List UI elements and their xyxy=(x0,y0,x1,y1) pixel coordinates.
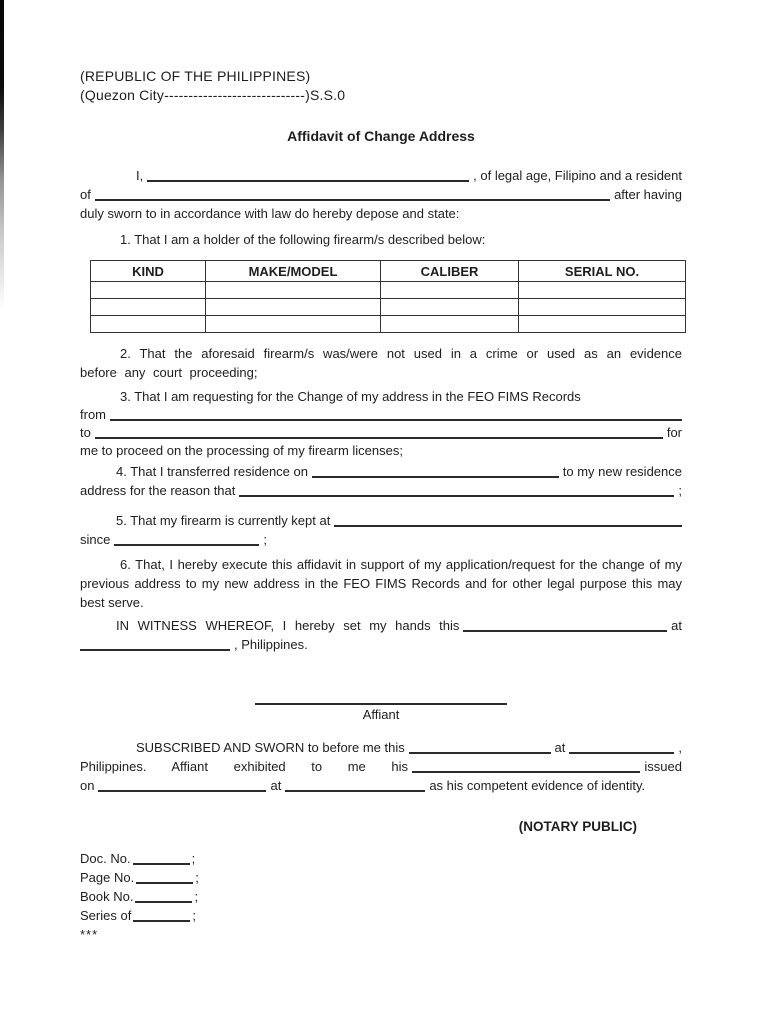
table-cell xyxy=(519,282,686,299)
doc-no-semicolon: ; xyxy=(191,851,196,866)
doc-no-line xyxy=(80,849,682,868)
jurat-place-blank xyxy=(569,738,674,754)
affiant-name-blank xyxy=(147,166,469,182)
clause-3-from-line xyxy=(80,406,682,424)
table-row xyxy=(91,282,686,299)
asterisks-mark: *** xyxy=(80,927,99,942)
affiant-address-blank xyxy=(95,185,610,201)
to-label: to xyxy=(80,425,91,440)
transfer-date-blank xyxy=(312,462,559,478)
firearms-table xyxy=(90,260,686,333)
clause-5 xyxy=(80,511,682,549)
column-header-serial-no: SERIAL NO. xyxy=(519,261,686,282)
book-no-semicolon: ; xyxy=(194,889,199,904)
header-city-ss: (Quezon City-----------------------------)S.S.0 xyxy=(80,87,346,103)
intro-line-2 xyxy=(80,185,682,204)
affiant-signature-block xyxy=(80,702,682,724)
table-cell xyxy=(91,316,206,333)
witness-paragraph xyxy=(80,616,682,654)
witness-part-2: , Philippines. xyxy=(234,637,308,652)
series-of-label: Series of xyxy=(80,908,132,923)
table-header-row xyxy=(91,261,686,282)
witness-date-blank xyxy=(463,616,667,632)
jurat-part-3: as his competent evidence of identity. xyxy=(429,778,646,793)
indent-spacer xyxy=(80,738,132,757)
intro-sworn-line: duly sworn to in accordance with law do hereby depose and state: xyxy=(80,206,460,221)
doc-no-blank xyxy=(133,849,190,865)
jurat-date-blank xyxy=(409,738,551,754)
clause-2: 2. That the aforesaid firearm/s was/were not used in a crime or used as an evidence before any court proceeding; xyxy=(80,346,682,380)
clause-3 xyxy=(80,388,682,460)
table-cell xyxy=(519,299,686,316)
from-label: from xyxy=(80,407,106,422)
clause-4-line-2 xyxy=(80,481,682,500)
clause-5-semicolon: ; xyxy=(263,532,267,547)
clause-4-part-3: address for the reason that xyxy=(80,483,236,498)
indent-spacer xyxy=(80,616,112,635)
clause-4-part-1: 4. That I transferred residence on xyxy=(116,464,308,479)
intro-paragraph xyxy=(80,166,682,223)
since-date-blank xyxy=(114,530,259,546)
table-cell xyxy=(91,282,206,299)
series-of-semicolon: ; xyxy=(192,908,196,923)
table-cell xyxy=(206,316,381,333)
intro-line-1 xyxy=(80,166,682,185)
clause-5-line-2 xyxy=(80,530,682,549)
table-cell xyxy=(206,299,381,316)
table-cell xyxy=(381,299,519,316)
clause-4-line-1 xyxy=(80,462,682,481)
clause-5-part-1: 5. That my firearm is currently kept at xyxy=(116,513,331,528)
affiant-label: Affiant xyxy=(362,707,400,722)
table-row xyxy=(91,299,686,316)
series-of-line xyxy=(80,906,682,925)
clause-4-part-2: to my new residence xyxy=(562,464,682,479)
series-of-blank xyxy=(133,906,190,922)
intro-after-having: after having xyxy=(614,187,682,202)
transfer-reason-blank xyxy=(239,481,674,497)
jurat-line-1 xyxy=(80,738,682,757)
intro-of-label: of xyxy=(80,187,91,202)
clause-4 xyxy=(80,462,682,500)
book-no-label: Book No. xyxy=(80,889,134,904)
column-header-caliber: CALIBER xyxy=(381,261,519,282)
clause-3-to-line xyxy=(80,424,682,442)
table-cell xyxy=(519,316,686,333)
jurat-at-label-1: at xyxy=(554,740,566,755)
table-cell xyxy=(91,299,206,316)
jurat-part-1: SUBSCRIBED AND SWORN to before me this xyxy=(136,740,405,755)
doc-no-label: Doc. No. xyxy=(80,851,131,866)
clause-1: 1. That I am a holder of the following firearm/s described below: xyxy=(120,232,486,247)
table-row xyxy=(91,316,686,333)
jurat-on-label: on xyxy=(80,778,95,793)
issue-place-blank xyxy=(285,776,425,792)
page-no-label: Page No. xyxy=(80,870,135,885)
new-address-blank xyxy=(95,424,663,439)
notary-public-label: (NOTARY PUBLIC) xyxy=(518,819,637,834)
book-no-blank xyxy=(135,887,192,903)
indent-spacer xyxy=(80,166,132,185)
witness-line-1 xyxy=(80,616,682,635)
scan-edge-artifact xyxy=(0,0,4,310)
document-header xyxy=(80,67,682,105)
table-cell xyxy=(206,282,381,299)
jurat-line-2 xyxy=(80,757,682,776)
jurat-issued-label: issued xyxy=(644,759,682,774)
intro-resident-text: , of legal age, Filipino and a resident xyxy=(473,168,682,183)
identity-document-blank xyxy=(412,757,640,773)
column-header-kind: KIND xyxy=(91,261,206,282)
jurat-paragraph xyxy=(80,738,682,795)
book-no-line xyxy=(80,887,682,906)
jurat-part-2: Philippines. Affiant exhibited to me his xyxy=(80,759,409,774)
clause-3-line-1: 3. That I am requesting for the Change of my address in the FEO FIMS Records xyxy=(120,389,581,404)
document-title: Affidavit of Change Address xyxy=(287,128,475,144)
previous-address-blank xyxy=(110,406,682,421)
page-no-blank xyxy=(136,868,193,884)
indent-spacer xyxy=(80,462,112,481)
for-label: for xyxy=(666,425,682,440)
table-cell xyxy=(381,316,519,333)
intro-i-label: I, xyxy=(136,168,144,183)
clause-6: 6. That, I hereby execute this affidavit in support of my application/request for the change of my previous address to my new address in the FEO FIMS Records and for other legal purpose this may best serve. xyxy=(80,557,682,610)
notarial-register-block xyxy=(80,849,682,944)
indent-spacer xyxy=(80,511,112,530)
jurat-at-label-2: at xyxy=(270,778,282,793)
clause-3-closing: me to proceed on the processing of my firearm licenses; xyxy=(80,443,403,458)
jurat-comma: , xyxy=(678,740,682,755)
clause-4-semicolon: ; xyxy=(678,483,682,498)
page-no-semicolon: ; xyxy=(195,870,199,885)
witness-place-blank xyxy=(80,635,230,651)
header-republic: (REPUBLIC OF THE PHILIPPINES) xyxy=(80,68,311,84)
since-label: since xyxy=(80,532,111,547)
firearm-location-blank xyxy=(334,511,682,527)
witness-line-2 xyxy=(80,635,682,654)
page-no-line xyxy=(80,868,682,887)
witness-at-label: at xyxy=(671,618,682,633)
witness-part-1: IN WITNESS WHEREOF, I hereby set my hands this xyxy=(116,618,460,633)
issue-date-blank xyxy=(98,776,266,792)
column-header-make-model: MAKE/MODEL xyxy=(206,261,381,282)
clause-5-line-1 xyxy=(80,511,682,530)
jurat-line-3 xyxy=(80,776,682,795)
table-cell xyxy=(381,282,519,299)
